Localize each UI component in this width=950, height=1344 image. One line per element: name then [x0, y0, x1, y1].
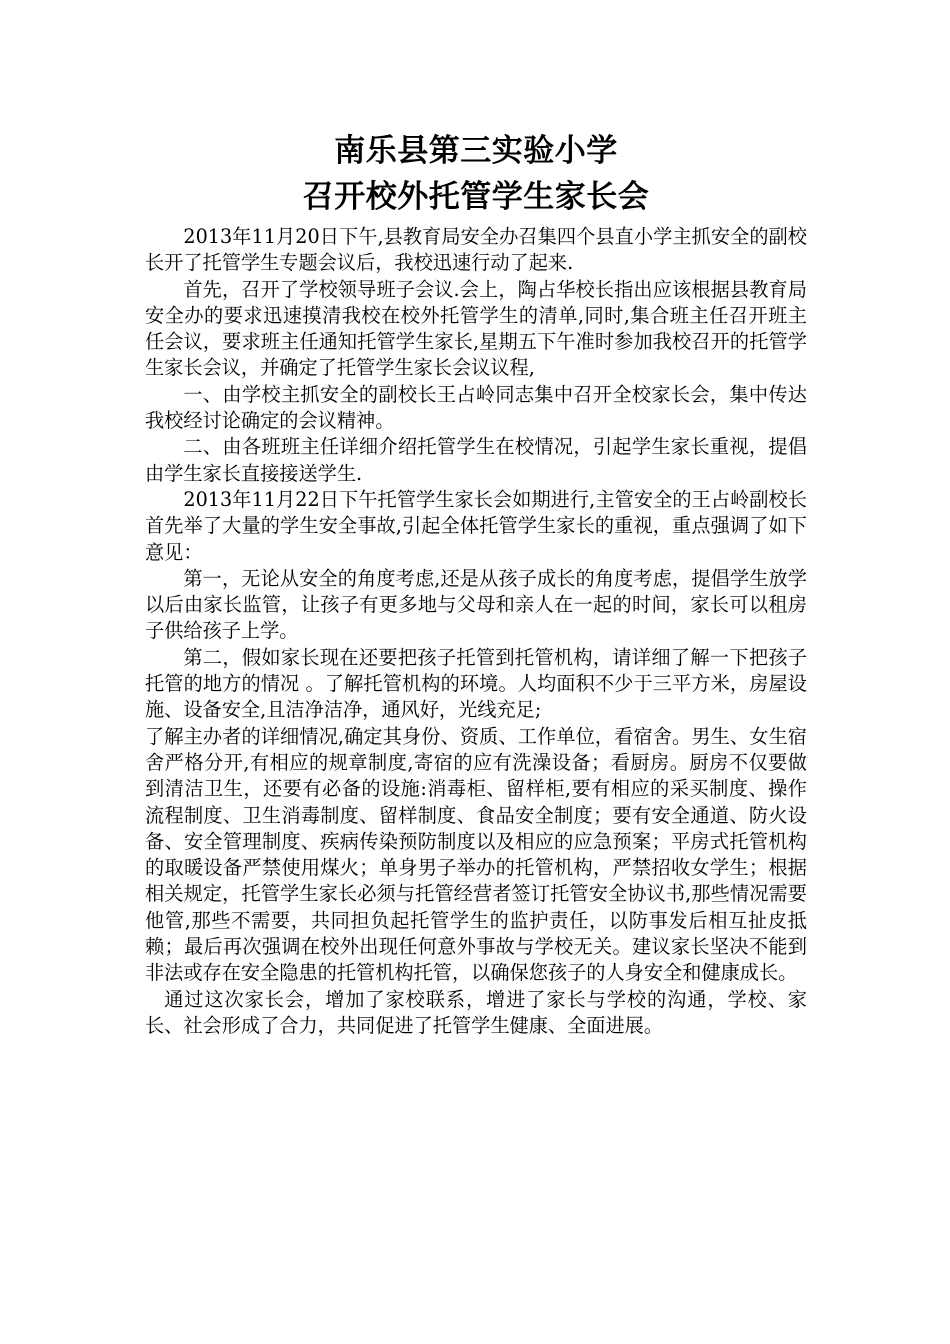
paragraph: 一、由学校主抓安全的副校长王占岭同志集中召开全校家长会，集中传达我校经讨论确定的会议精神。 — [145, 382, 807, 433]
paragraph: 第一，无论从安全的角度考虑,还是从孩子成长的角度考虑，提倡学生放学以后由家长监管，让孩子有更多地与父母和亲人在一起的时间，家长可以租房子供给孩子上学。 — [145, 566, 807, 643]
paragraph: 通过这次家长会，增加了家校联系，增进了家长与学校的沟通，学校、家长、社会形成了合力，共同促进了托管学生健康、全面进展。 — [145, 987, 807, 1037]
paragraph: 首先，召开了学校领导班子会议.会上，陶占华校长指出应该根据县教育局安全办的要求迅速摸清我校在校外托管学生的清单,同时,集合班主任召开班主任会议，要求班主任通知托管学生家长,星期五下午准时参加我校召开的托管学生家长会议，并确定了托管学生家长会议议程, — [145, 277, 807, 380]
document-title-line-2: 召开校外托管学生家长会 — [302, 179, 650, 215]
paragraph: 2013年11月20日下午,县教育局安全办召集四个县直小学主抓安全的副校长开了托管学生专题会议后，我校迅速行动了起来. — [145, 225, 807, 275]
paragraph: 第二，假如家长现在还要把孩子托管到托管机构，请详细了解一下把孩子托管的地方的情况 。了解托管机构的环境。人均面积不少于三平方米，房屋设施、设备安全,且洁净洁净，通风好，光线充足; — [145, 645, 807, 722]
paragraph: 了解主办者的详细情况,确定其身份、资质、工作单位，看宿舍。男生、女生宿舍严格分开,有相应的规章制度,寄宿的应有洗澡设备；看厨房。厨房不仅要做到清洁卫生，还要有必备的设施:消毒柜、留样柜,要有相应的采买制度、操作流程制度、卫生消毒制度、留样制度、食品安全制度；要有安全通道、防火设备、安全管理制度、疾病传染预防制度以及相应的应急预案；平房式托管机构的取暖设备严禁使用煤火；单身男子举办的托管机构，严禁招收女学生；根据相关规定，托管学生家长必须与托管经营者签订托管安全协议书,那些情况需要他管,那些不需要，共同担负起托管学生的监护责任，以防事发后相互扯皮抵赖；最后再次强调在校外出现任何意外事故与学校无关。建议家长坚决不能到非法或存在安全隐患的托管机构托管，以确保您孩子的人身安全和健康成长。 — [145, 724, 807, 985]
paragraph: 2013年11月22日下午托管学生家长会如期进行,主管安全的王占岭副校长首先举了大量的学生安全事故,引起全体托管学生家长的重视，重点强调了如下意见： — [145, 487, 807, 564]
document-title-line-1: 南乐县第三实验小学 — [334, 133, 618, 169]
paragraph: 二、由各班班主任详细介绍托管学生在校情况，引起学生家长重视，提倡由学生家长直接接送学生. — [145, 435, 807, 485]
document-page — [145, 128, 807, 1039]
document-body — [145, 224, 807, 1039]
